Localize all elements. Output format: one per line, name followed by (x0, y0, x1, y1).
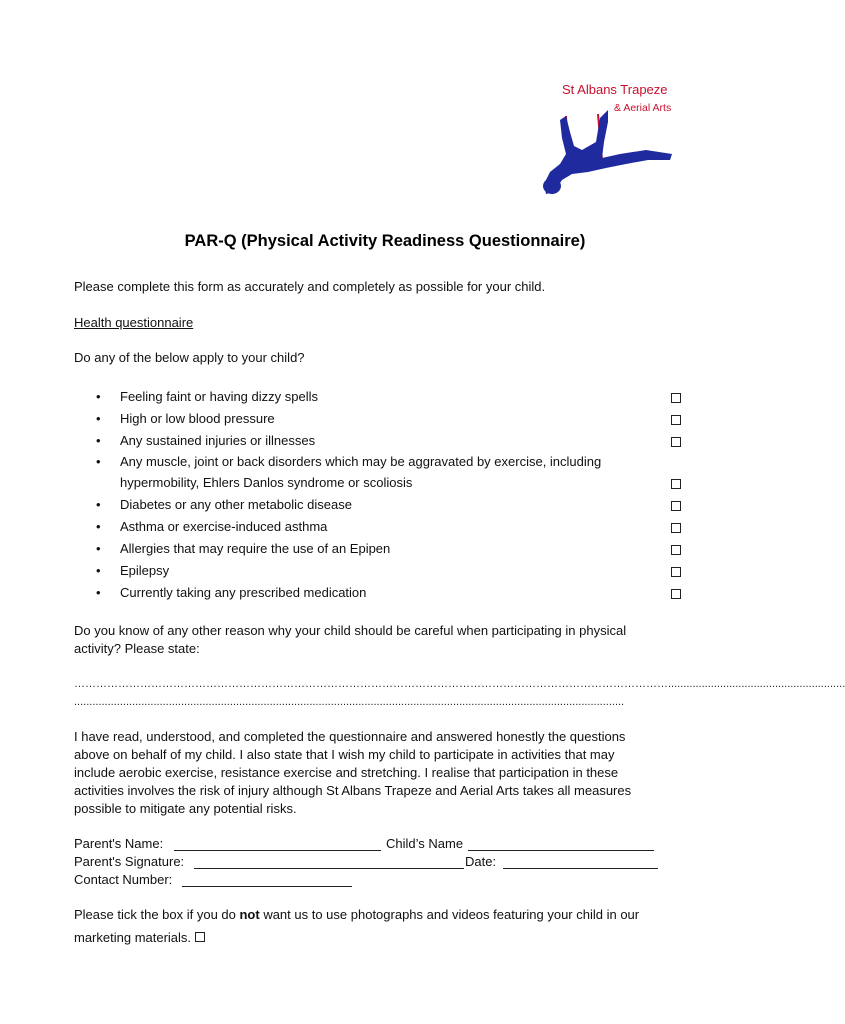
question-text: Do any of the below apply to your child? (74, 350, 305, 365)
photo-consent-text: want us to use photographs and videos featuring your child in our (259, 907, 640, 922)
bullet: • (96, 563, 101, 578)
declaration-line: activities involves the risk of injury although St Albans Trapeze and Aerial Arts takes all measures (74, 783, 632, 798)
section-heading: Health questionnaire (74, 315, 194, 330)
condition-label: High or low blood pressure (120, 411, 275, 426)
condition-label: hypermobility, Ehlers Danlos syndrome or scoliosis (120, 475, 413, 490)
photo-consent-emphasis: not (239, 907, 260, 922)
condition-label: Allergies that may require the use of an Epipen (120, 541, 391, 556)
bullet: • (96, 411, 101, 426)
other-reason-line-1: Do you know of any other reason why your child should be careful when participating in physical (74, 623, 627, 638)
bullet: • (96, 433, 101, 448)
answer-line-2[interactable]: .................................................................................................................................................................................... (74, 696, 625, 708)
bullet: • (96, 497, 101, 512)
condition-checkbox[interactable] (671, 545, 681, 555)
answer-line-1[interactable]: ……………………………………………………………………………………………………………………………………………….......................................................... (74, 678, 845, 690)
condition-label: Epilepsy (120, 563, 170, 578)
declaration-line: possible to mitigate any potential risks. (74, 801, 297, 816)
condition-checkbox[interactable] (671, 501, 681, 511)
declaration-line: include aerobic exercise, resistance exercise and stretching. I realise that participation in these (74, 765, 619, 780)
photo-consent-text: marketing materials. (74, 930, 195, 945)
bullet: • (96, 541, 101, 556)
contact-number-field[interactable] (182, 874, 352, 887)
declaration-line: above on behalf of my child. I also state that I wish my child to participate in activities that may (74, 747, 615, 762)
condition-checkbox[interactable] (671, 589, 681, 599)
photo-consent-checkbox[interactable] (195, 932, 205, 942)
page-title: PAR-Q (Physical Activity Readiness Questionnaire) (184, 232, 586, 250)
other-reason-line-2: activity? Please state: (74, 641, 200, 656)
condition-label: Asthma or exercise-induced asthma (120, 519, 328, 534)
condition-checkbox[interactable] (671, 479, 681, 489)
date-field[interactable] (503, 856, 658, 869)
logo (536, 80, 696, 210)
contact-number-label: Contact Number: (74, 872, 173, 887)
child-name-field[interactable] (468, 838, 654, 851)
condition-checkbox[interactable] (671, 393, 681, 403)
condition-checkbox[interactable] (671, 415, 681, 425)
bullet: • (96, 454, 101, 469)
condition-label: Any sustained injuries or illnesses (120, 433, 316, 448)
child-name-label: Child’s Name (386, 836, 464, 851)
trapeze-artist-icon (536, 80, 696, 210)
condition-label: Currently taking any prescribed medication (120, 585, 367, 600)
condition-checkbox[interactable] (671, 523, 681, 533)
photo-consent-line-2 (74, 929, 205, 947)
parent-signature-label: Parent's Signature: (74, 854, 185, 869)
parent-name-label: Parent's Name: (74, 836, 164, 851)
parent-name-field[interactable] (174, 838, 381, 851)
date-label: Date: (465, 854, 497, 869)
photo-consent-line-1 (74, 906, 639, 924)
condition-label: Any muscle, joint or back disorders which may be aggravated by exercise, including (120, 454, 602, 469)
condition-checkbox[interactable] (671, 437, 681, 447)
declaration-line: I have read, understood, and completed the questionnaire and answered honestly the questions (74, 729, 626, 744)
intro-text: Please complete this form as accurately and completely as possible for your child. (74, 279, 546, 294)
photo-consent-text: Please tick the box if you do (74, 907, 240, 922)
parent-signature-field[interactable] (194, 856, 464, 869)
bullet: • (96, 389, 101, 404)
bullet: • (96, 585, 101, 600)
logo-subtitle: & Aerial Arts (614, 102, 672, 114)
bullet: • (96, 519, 101, 534)
condition-label: Feeling faint or having dizzy spells (120, 389, 318, 404)
logo-title: St Albans Trapeze (562, 82, 668, 97)
condition-checkbox[interactable] (671, 567, 681, 577)
condition-label: Diabetes or any other metabolic disease (120, 497, 352, 512)
